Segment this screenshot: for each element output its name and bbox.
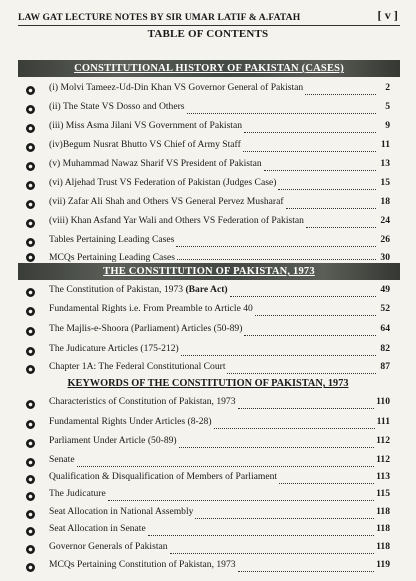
- entry-page: 111: [376, 416, 390, 427]
- dot-leader: [306, 226, 376, 228]
- toc-entry[interactable]: [26, 139, 390, 155]
- bullet-icon: [26, 458, 35, 467]
- entry-label: Fundamental Rights i.e. From Preamble to Article 40: [49, 303, 253, 314]
- entry-page: 30: [380, 252, 390, 263]
- toc-entry[interactable]: [26, 177, 390, 193]
- entry-page: 11: [380, 139, 390, 150]
- dot-leader: [227, 372, 376, 374]
- toc-entry[interactable]: [26, 323, 390, 339]
- dot-leader: [278, 188, 376, 190]
- bullet-icon: [26, 327, 35, 336]
- toc-entry[interactable]: [26, 158, 390, 174]
- header-rule: [18, 25, 400, 26]
- dot-leader: [176, 245, 376, 247]
- dot-leader: [195, 517, 374, 519]
- bullet-icon: [26, 307, 35, 316]
- entry-page: 64: [380, 323, 390, 334]
- entry-label: Seat Allocation in National Assembly: [49, 506, 194, 517]
- entry-label: (v) Muhammad Nawaz Sharif VS President of Pakistan: [49, 158, 262, 169]
- toc-entry[interactable]: [26, 396, 390, 412]
- bullet-icon: [26, 545, 35, 554]
- entry-page: 18: [380, 196, 390, 207]
- toc-entry[interactable]: [26, 454, 390, 470]
- entry-label: (vi) Aljehad Trust VS Federation of Pakistan (Judges Case): [49, 177, 277, 188]
- page-number: [ v ]: [377, 8, 398, 22]
- entry-label: MCQs Pertaining Leading Cases: [49, 252, 176, 263]
- dot-leader: [230, 295, 376, 297]
- entry-page: 118: [376, 506, 390, 517]
- section-heading-constitution-1973: THE CONSTITUTION OF PAKISTAN, 1973: [18, 263, 400, 280]
- section-heading-constitutional-history: CONSTITUTIONAL HISTORY OF PAKISTAN (CASES): [18, 60, 400, 77]
- toc-entry[interactable]: [26, 120, 390, 136]
- bullet-icon: [26, 475, 35, 484]
- entry-label: (iii) Miss Asma Jilani VS Government of Pakistan: [49, 120, 243, 131]
- bullet-icon: [26, 420, 35, 429]
- dot-leader: [244, 334, 376, 336]
- dot-leader: [181, 354, 376, 356]
- bullet-icon: [26, 162, 35, 171]
- entry-label: The Judicature Articles (175-212): [49, 343, 179, 354]
- dot-leader: [187, 112, 376, 114]
- dot-leader: [286, 207, 376, 209]
- toc-entry[interactable]: [26, 82, 390, 98]
- bullet-icon: [26, 86, 35, 95]
- entry-page: 110: [376, 396, 390, 407]
- entry-page: 9: [385, 120, 390, 131]
- toc-entry[interactable]: [26, 488, 390, 504]
- dot-leader: [255, 314, 376, 316]
- dot-leader: [77, 465, 375, 467]
- entry-page: 118: [376, 523, 390, 534]
- entry-label-text: The Constitution of Pakistan, 1973: [49, 284, 186, 295]
- toc-entry[interactable]: [26, 541, 390, 557]
- toc-entry[interactable]: [26, 435, 390, 451]
- dot-leader: [264, 169, 376, 171]
- entry-label: Senate: [49, 454, 75, 465]
- bullet-icon: [26, 492, 35, 501]
- entry-page: 2: [385, 82, 390, 93]
- entry-label: (vii) Zafar Ali Shah and Others VS General Pervez Musharaf: [49, 196, 284, 207]
- entry-page: 82: [380, 343, 390, 354]
- entry-label: Tables Pertaining Leading Cases: [49, 234, 175, 245]
- toc-entry[interactable]: [26, 196, 390, 212]
- entry-page: 13: [380, 158, 390, 169]
- entry-page: 49: [380, 284, 390, 295]
- toc-entry[interactable]: [26, 343, 390, 359]
- bullet-icon: [26, 510, 35, 519]
- bullet-icon: [26, 347, 35, 356]
- entry-label: Fundamental Rights Under Articles (8-28): [49, 416, 212, 427]
- dot-leader: [108, 499, 374, 501]
- running-header: [18, 8, 398, 23]
- toc-entry[interactable]: [26, 559, 390, 575]
- entry-label: [49, 284, 228, 295]
- toc-title: TABLE OF CONTENTS: [147, 28, 269, 40]
- entry-label: (i) Molvi Tameez-Ud-Din Khan VS Governor General of Pakistan: [49, 82, 304, 93]
- toc-entry[interactable]: [26, 101, 390, 117]
- entry-page: 52: [380, 303, 390, 314]
- toc-entry[interactable]: [26, 234, 390, 250]
- toc-entry[interactable]: [26, 215, 390, 231]
- entry-page: 24: [380, 215, 390, 226]
- entry-label: (ii) The State VS Dosso and Others: [49, 101, 185, 112]
- bullet-icon: [26, 200, 35, 209]
- dot-leader: [238, 570, 375, 572]
- entry-label: Governor Generals of Pakistan: [49, 541, 168, 552]
- toc-entry[interactable]: [26, 523, 390, 539]
- entry-label-bold: (Bare Act): [185, 284, 228, 295]
- dot-leader: [238, 407, 375, 409]
- toc-entry[interactable]: [26, 252, 390, 263]
- entry-page: 119: [376, 559, 390, 570]
- toc-entry[interactable]: [26, 471, 390, 487]
- toc-entry[interactable]: [26, 284, 390, 300]
- bullet-icon: [26, 105, 35, 114]
- entry-label: The Judicature: [49, 488, 106, 499]
- toc-entry[interactable]: [26, 361, 390, 377]
- entry-page: 113: [376, 471, 390, 482]
- dot-leader: [244, 131, 376, 133]
- running-header-title: LAW GAT LECTURE NOTES BY SIR UMAR LATIF & A.FATAH: [18, 12, 301, 23]
- entry-label: (viii) Khan Asfand Yar Wali and Others VS Federation of Pakistan: [49, 215, 304, 226]
- entry-page: 112: [376, 454, 390, 465]
- bullet-icon: [26, 143, 35, 152]
- entry-page: 5: [385, 101, 390, 112]
- entry-page: 15: [380, 177, 390, 188]
- entry-label: Qualification & Disqualification of Members of Parliament: [49, 471, 278, 482]
- bullet-icon: [26, 439, 35, 448]
- bullet-icon: [26, 124, 35, 133]
- toc-entry[interactable]: [26, 416, 390, 432]
- entry-page: 115: [376, 488, 390, 499]
- entry-label: Characteristics of Constitution of Pakistan, 1973: [49, 396, 236, 407]
- entry-label: Parliament Under Article (50-89): [49, 435, 177, 446]
- entry-page: 87: [380, 361, 390, 372]
- bullet-icon: [26, 219, 35, 228]
- bullet-icon: [26, 563, 35, 572]
- toc-entry[interactable]: [26, 303, 390, 319]
- bullet-icon: [26, 365, 35, 374]
- entry-label: Chapter 1A: The Federal Constitutional Court: [49, 361, 226, 372]
- entry-page: 26: [380, 234, 390, 245]
- bullet-icon: [26, 181, 35, 190]
- dot-leader: [305, 93, 376, 95]
- section-heading-keywords: KEYWORDS OF THE CONSTITUTION OF PAKISTAN, 1973: [67, 378, 349, 389]
- bullet-icon: [26, 238, 35, 247]
- dot-leader: [170, 552, 375, 554]
- bullet-icon: [26, 288, 35, 297]
- entry-label: The Majlis-e-Shoora (Parliament) Articles (50-89): [49, 323, 243, 334]
- bullet-icon: [26, 253, 35, 262]
- dot-leader: [243, 150, 376, 152]
- entry-label: MCQs Pertaining Constitution of Pakistan, 1973: [49, 559, 236, 570]
- entry-label: Seat Allocation in Senate: [49, 523, 146, 534]
- entry-label: (iv)Begum Nusrat Bhutto VS Chief of Army Staff: [49, 139, 241, 150]
- dot-leader: [279, 482, 374, 484]
- bullet-icon: [26, 400, 35, 409]
- dot-leader: [179, 446, 375, 448]
- dot-leader: [214, 427, 375, 429]
- entry-page: 112: [376, 435, 390, 446]
- entry-page: 118: [376, 541, 390, 552]
- dot-leader: [148, 534, 374, 536]
- dot-leader: [177, 258, 376, 260]
- toc-entry[interactable]: [26, 506, 390, 522]
- bullet-icon: [26, 527, 35, 536]
